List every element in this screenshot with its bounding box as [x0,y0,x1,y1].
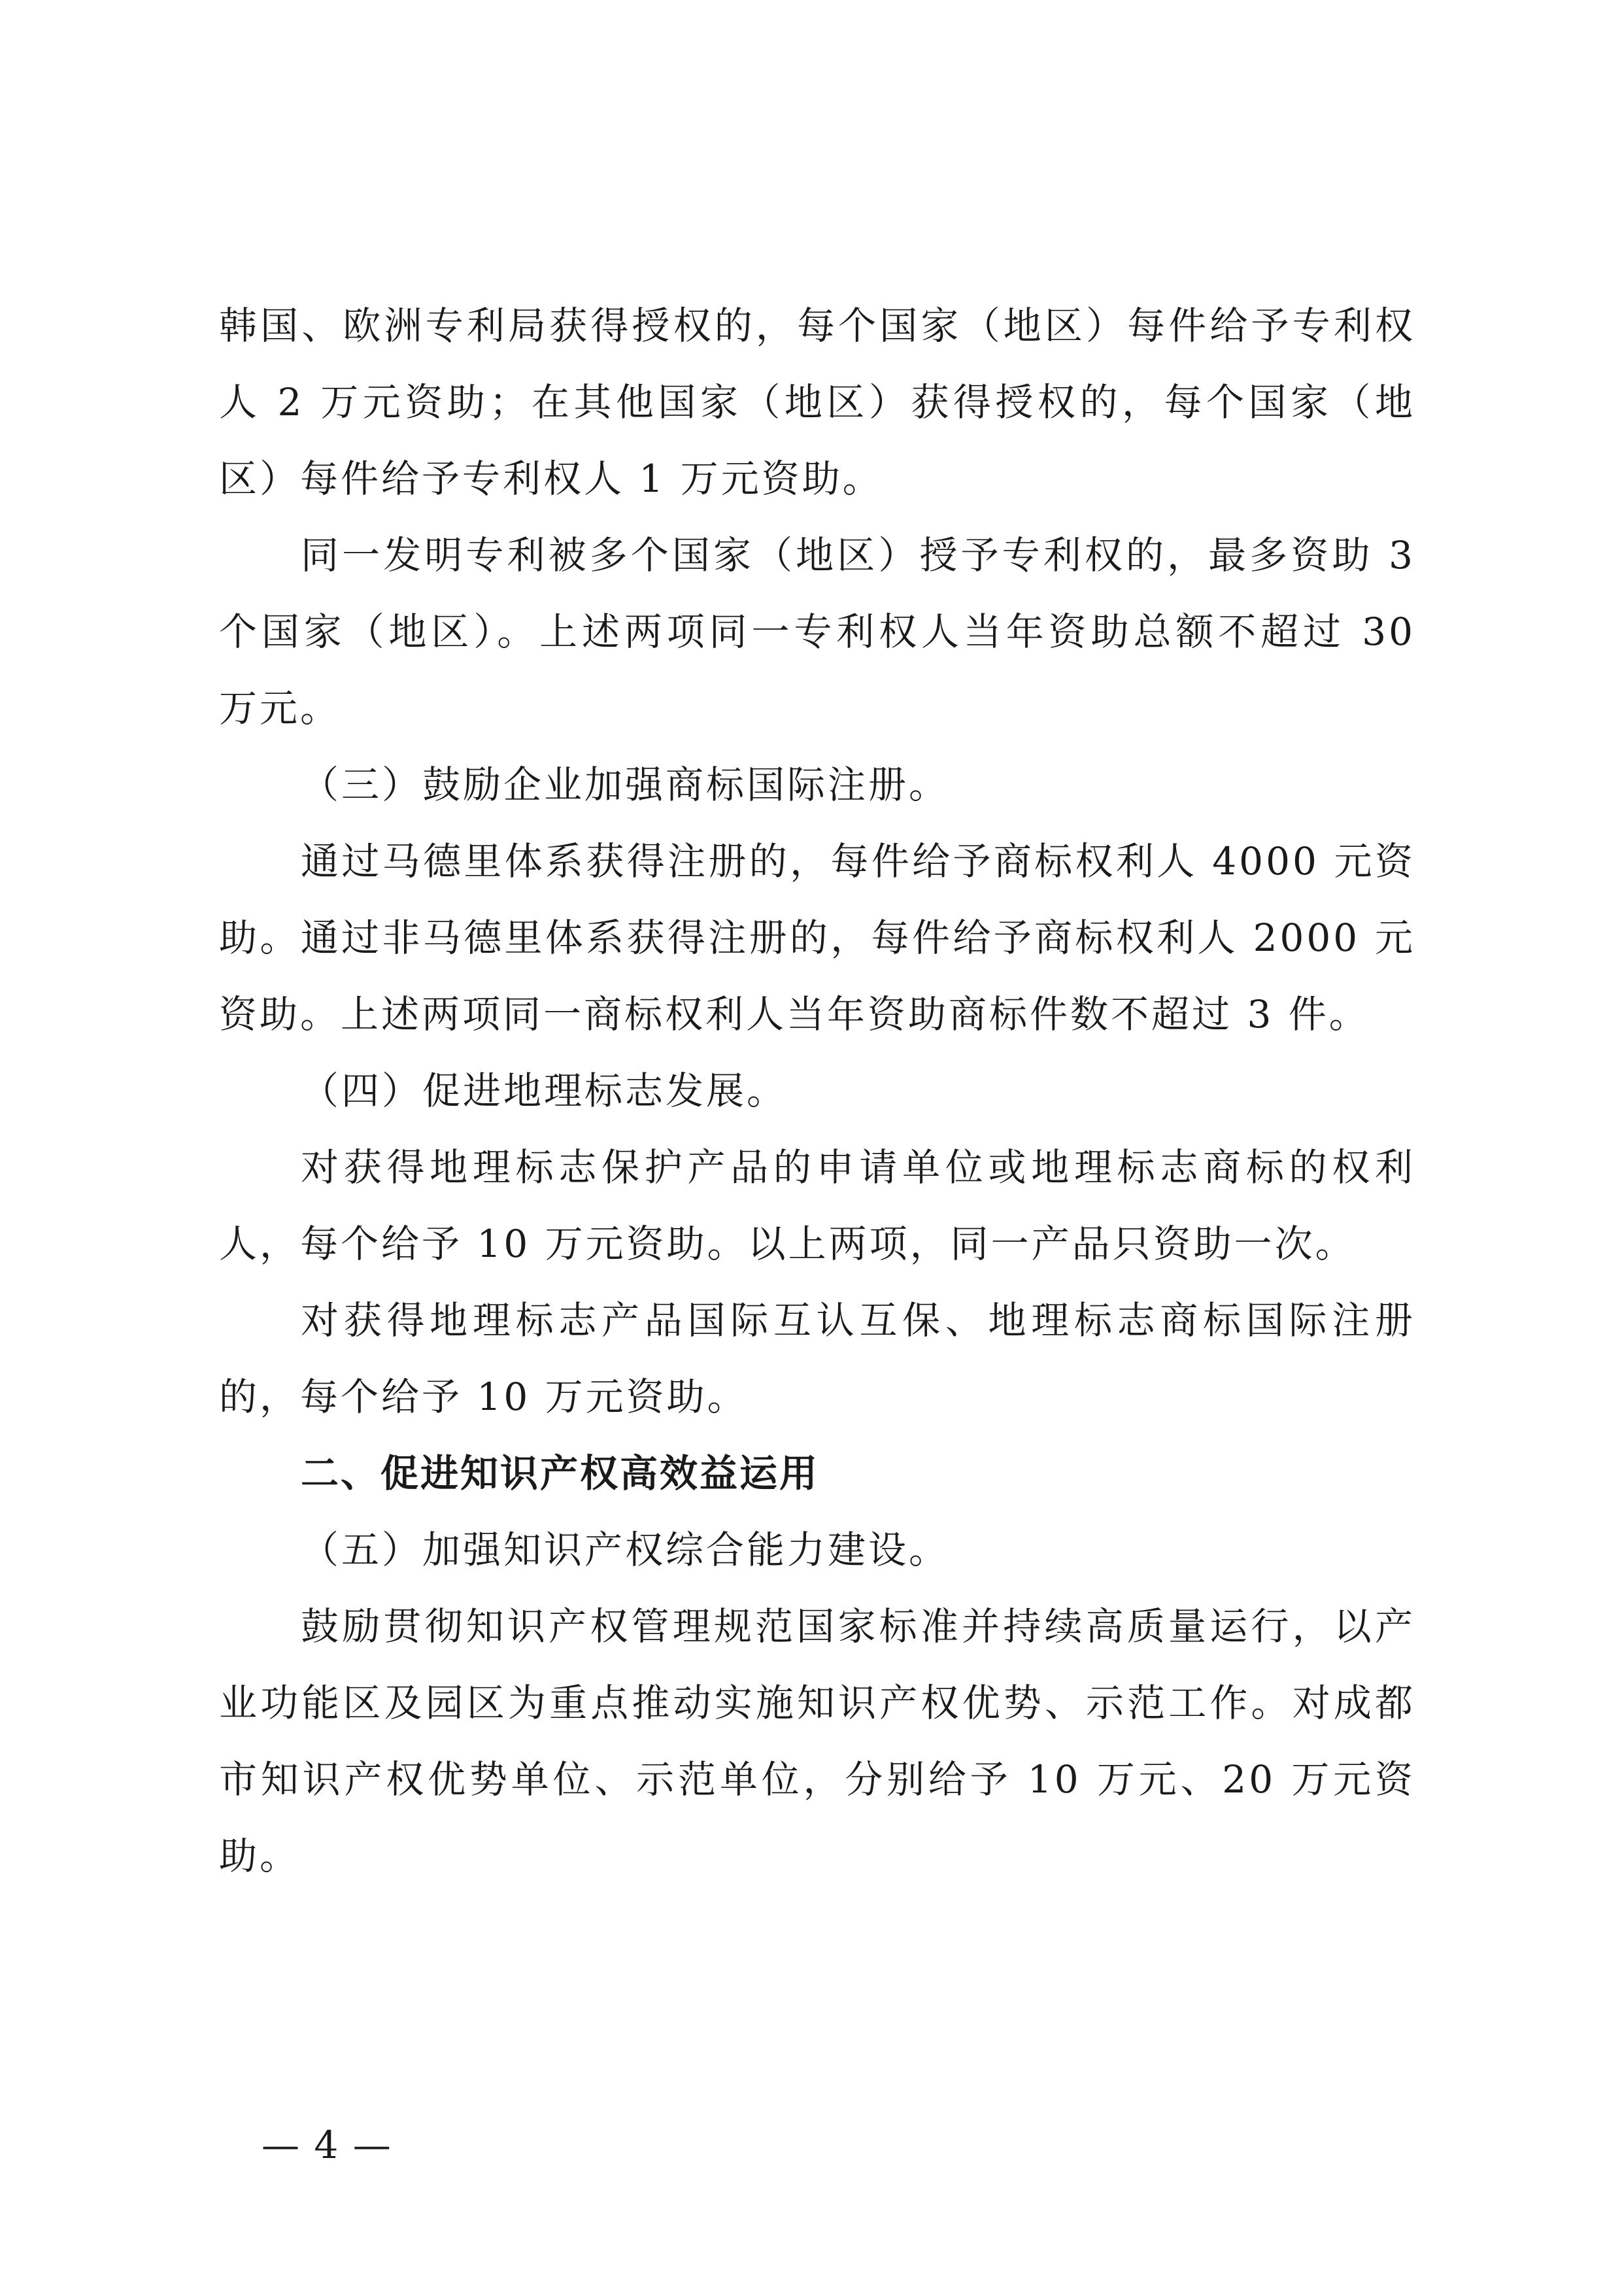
subheading-ip-capacity-building: （五）加强知识产权综合能力建设。 [301,1528,950,1572]
page-number: — 4 — [262,2123,392,2167]
subheading-geographical-indication: （四）促进地理标志发展。 [301,1069,788,1113]
paragraph-patent-multi-country: 同一发明专利被多个国家（地区）授予专利权的，最多资助 3 个国家（地区）。上述两项同一专利权人当年资助总额不超过 30 万元。 [219,533,1415,730]
paragraph-geographical-indication-international: 对获得地理标志产品国际互认互保、地理标志商标国际注册的，每个给予 10 万元资助。 [219,1298,1415,1419]
paragraph-geographical-indication-protection: 对获得地理标志保护产品的申请单位或地理标志商标的权利人，每个给予 10 万元资助。以上两项，同一产品只资助一次。 [219,1145,1415,1266]
paragraph-patent-grant-continued: 韩国、欧洲专利局获得授权的，每个国家（地区）每件给予专利权人 2 万元资助；在其他国家（地区）获得授权的，每个国家（地区）每件给予专利权人 1 万元资助。 [219,303,1415,501]
paragraph-ip-management-standard: 鼓励贯彻知识产权管理规范国家标准并持续高质量运行，以产业功能区及园区为重点推动实施知识产权优势、示范工作。对成都市知识产权优势单位、示范单位，分别给予 10 万元、20 万元资助。 [219,1604,1415,1878]
subheading-trademark-registration: （三）鼓励企业加强商标国际注册。 [301,762,950,807]
section-heading-ip-utilization: 二、促进知识产权高效益运用 [301,1451,820,1496]
paragraph-trademark-madrid: 通过马德里体系获得注册的，每件给予商标权利人 4000 元资助。通过非马德里体系获得注册的，每件给予商标权利人 2000 元资助。上述两项同一商标权利人当年资助商标件数不超过 3 件。 [219,839,1415,1037]
document-body [219,288,1415,1894]
